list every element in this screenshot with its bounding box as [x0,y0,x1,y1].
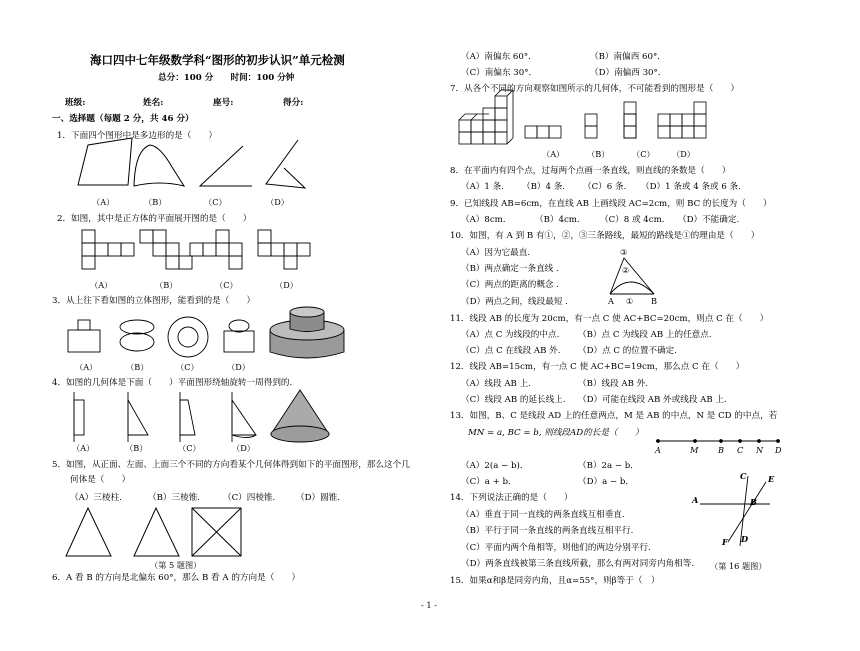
q3-label-d: （D） [227,362,250,372]
q2-label-a: （A） [90,280,113,290]
page-number: - 1 - [421,600,437,610]
q7-stem: 7．从各个不同的方向观察如图所示的几何体，不可能看到的图形是（ ） [450,84,740,94]
field-score: 得分: [283,98,304,108]
q13-point-c: C [737,445,744,455]
field-seat: 座号: [213,98,234,108]
q12-option-b: （B）线段 AB 外. [578,379,649,389]
q2-label-d: （D） [275,280,298,290]
q13-option-c: （C）a + b． [461,477,517,487]
q10-option-d: （D）两点之间，线段最短 . [461,297,568,307]
q13-option-a: （A）2(a − b)． [461,461,529,471]
q12-stem: 12．线段 AB=15cm，有一点 C 使 AC+BC=19cm，那么点 C 在（ ） [450,362,745,372]
q6-option-d: （D）南偏西 30°． [590,68,667,78]
q11-option-b: （B）点 C 为线段 AB 上的任意点. [578,330,712,340]
q6-option-a: （A）南偏东 60°． [461,52,537,62]
q1-label-b: （B） [144,197,167,207]
q13-point-d: D [775,445,782,455]
q11-option-c: （C）点 C 在线段 AB 外. [461,346,561,356]
page-title: 海口四中七年级数学科“图形的初步认识”单元检测 [90,53,345,67]
q10-route-2: ② [622,265,630,275]
q13-stem: 13．如图，B、C 是线段 AD 上的任意两点，M 是 AB 的中点，N 是 CD 的中点，若 [450,411,778,421]
q9-option-d: （D）不能确定. [678,215,740,225]
q2-stem: 2．如图，其中是正方体的平面展开图的是（ ） [57,214,252,224]
q14-stem: 14．下列说法正确的是（ ） [450,493,573,503]
q9-option-b: （B）4cm. [535,215,580,225]
q9-option-c: （C）8 或 4cm. [600,215,665,225]
q14-option-d: （D）两条直线被第三条直线所截，那么有两对同旁内角相等. [461,559,695,569]
q5-stem: 5．如图，从正面、左面、上面三个不同的方向看某个几何体得到如下的平面图形，那么这个几 [52,460,410,470]
q4-label-a: （A） [72,443,95,453]
q15-stem: 15．如果α和β是同旁内角，且α=55°，则β等于（ ） [450,576,660,586]
q10-point-b: B [651,296,658,306]
q14-point-d: D [741,534,749,544]
q8-option-b: （B）4 条. [522,182,566,192]
q7-label-a: （A） [542,149,565,159]
q13-point-b: B [718,445,725,455]
q13-option-d: （D）a − b． [578,477,634,487]
q2-label-c: （C） [215,280,238,290]
q8-option-c: （C）6 条. [583,182,627,192]
q9-stem: 9．已知线段 AB=6cm，在直线 AB 上画线段 AC=2cm，则 BC 的长度为（ ） [450,199,772,209]
q14-option-c: （C）平面内两个角相等，则他们的两边分别平行. [461,543,651,553]
q14-point-c: C [740,471,747,481]
q11-option-a: （A）点 C 为线段的中点. [461,330,560,340]
q14-caption: （第 16 题图） [710,561,767,571]
q3-label-a: （A） [75,362,98,372]
q11-stem: 11．线段 AB 的长度为 20cm，有一点 C 使 AC+BC=20cm，则点 C 在（ ） [450,314,769,324]
q6-stem: 6．A 看 B 的方向是北偏东 60°，那么 B 看 A 的方向是（ ） [52,573,301,583]
q3-stem: 3．从上往下看如图的立体图形，能看到的是（ ） [52,296,256,306]
q8-option-a: （A）1 条. [461,182,504,192]
q13-option-b: （B）2a − b． [578,461,639,471]
q4-label-c: （C） [178,443,201,453]
q4-label-b: （B） [125,443,148,453]
q3-label-b: （B） [126,362,149,372]
q3-label-c: （C） [176,362,199,372]
q5-option-d: （D）圆锥. [296,493,340,503]
q11-option-d: （D）点 C 的位置不确定. [578,346,678,356]
q1-label-a: （A） [92,197,115,207]
q2-label-b: （B） [155,280,178,290]
q4-stem: 4．如图的几何体是下面（ ）平面图形绕轴旋转一周得到的. [52,378,293,388]
q14-option-a: （A）垂直于同一直线的两条直线互相垂直. [461,510,625,520]
q14-option-b: （B）平行于同一条直线的两条直线互相平行. [461,526,634,536]
q10-option-a: （A）因为它最直. [461,248,531,258]
q5-option-a: （A）三棱柱. [70,493,122,503]
field-class: 班级: [65,98,86,108]
q5-stem2: 何体是（ ） [70,475,131,485]
q7-label-b: （B） [587,149,610,159]
q9-option-a: （A）8cm. [461,215,506,225]
q6-option-b: （B）南偏西 60°． [590,52,666,62]
q13-point-m: M [690,445,699,455]
q10-option-c: （C）两点的距离的概念 . [461,280,559,290]
q1-stem: 1．下面四个图形中是多边形的是（ ） [57,131,218,141]
q12-option-d: （D）可能在线段 AB 外或线段 AB 上. [578,395,727,405]
q10-option-b: （B）两点确定一条直线 . [461,264,559,274]
score-line: 总分：100 分 时间：100 分钟 [158,73,295,83]
q5-option-c: （C）四棱锥. [223,493,276,503]
q8-stem: 8．在平面内有四个点，过每两个点画一条直线，则直线的条数是（ ） [450,166,731,176]
q12-option-c: （C）线段 AB 的延长线上. [461,395,566,405]
q6-option-c: （C）南偏东 30°． [461,68,538,78]
q13-point-a: A [655,445,661,455]
q14-point-a: A [692,495,699,505]
q13-point-n: N [756,445,764,455]
q5-caption: （第 5 题图） [150,560,202,570]
q14-point-b: B [750,497,757,507]
section-heading: 一、选择题（每题 2 分，共 46 分） [52,114,194,124]
q1-label-d: （D） [266,197,289,207]
q10-route-1: ① [626,296,634,306]
q10-stem: 10．如图，有 A 到 B 有①，②，③三条路线，最短的路线是①的理由是（ ） [450,231,760,241]
q8-option-d: （D）1 条或 4 条或 6 条. [641,182,741,192]
q12-option-a: （A）线段 AB 上. [461,379,531,389]
q13-stem2: MN = a, BC = b, 则线段AD的长是（ ） [468,428,644,438]
q7-label-d: （D） [672,149,695,159]
q5-option-b: （B）三棱锥. [148,493,201,503]
q7-label-c: （C） [632,149,655,159]
q14-point-e: E [768,474,775,484]
q1-label-c: （C） [204,197,227,207]
q4-label-d: （D） [232,443,255,453]
q10-point-a: A [608,296,614,306]
q10-route-3: ③ [620,247,628,257]
field-name: 姓名: [143,98,164,108]
q14-point-f: F [722,537,728,547]
